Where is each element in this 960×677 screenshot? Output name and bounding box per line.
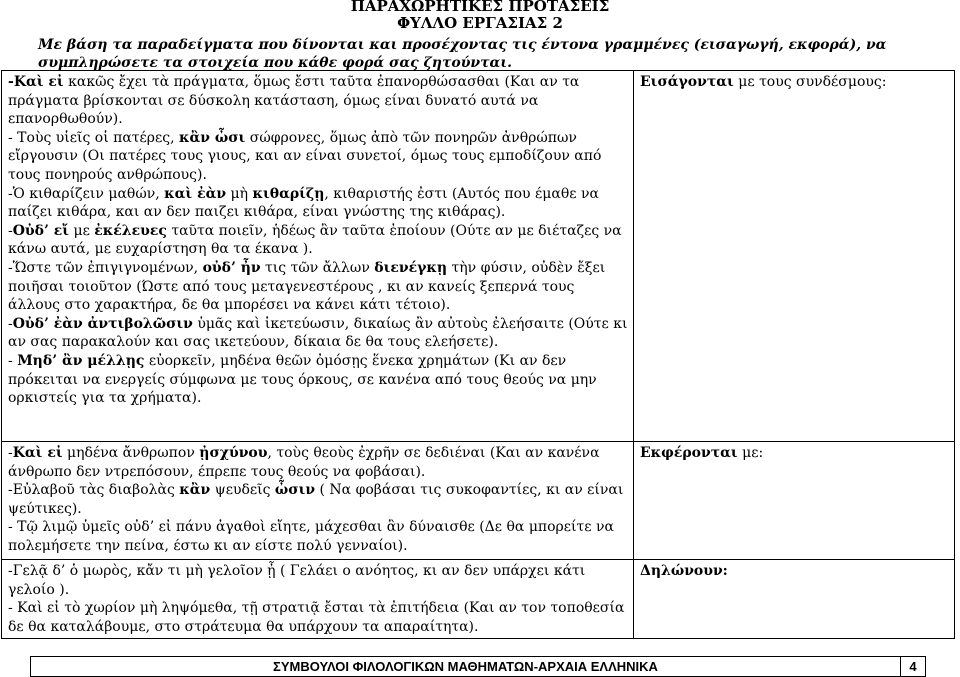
section-row-introduction	[2, 71, 955, 442]
highlighted-phrase: Οὐδ’ εἴ	[12, 222, 70, 239]
sentence-text: ψευδεῖς	[210, 482, 275, 499]
example-sentence	[8, 518, 628, 555]
highlighted-phrase: ἐκέλευες	[94, 222, 167, 239]
footer-bar	[30, 656, 926, 677]
sentence-text: σώφρονες, ὅμως ἀπὸ τῶν πονηρῶν ἀνθρώπων εἴργουσιν (Οι πατέρες τους γιους, και αν είναι συνετοί, όμως τους εμποδίζουν από τους πονηρούς ανθρώπους).	[8, 129, 602, 183]
sentence-text: ὑμᾶς καὶ ἱκετεύωσιν, δικαίως ἂν αὐτοὺς ἐλεήσαιτε (Ούτε κι αν σας παρακαλούν και σας ικετεύουν, δίκαια δε θα τους ελεήσετε).	[8, 315, 628, 351]
example-sentence	[8, 129, 628, 185]
sentence-text: - Τῷ λιμῷ ὑμεῖς οὐδ’ εἰ πάνυ ἀγαθοὶ εἴητε, μάχεσθαι ἂν δύναισθε (Δε θα μπορείτε να πολεμήσετε την πείνα, έστω κι αν είστε πολύ γενναίοι).	[8, 519, 614, 554]
footer-text: ΣΥΜΒΟΥΛΟΙ ΦΙΛΟΛΟΓΙΚΩΝ ΜΑΘΗΜΑΤΩΝ-ΑΡΧΑΙΑ ΕΛΛΗΝΙΚΑ	[273, 659, 658, 674]
section-row-form	[2, 442, 955, 560]
highlighted-phrase: -	[8, 74, 14, 90]
answer-label-rest: με:	[737, 445, 764, 461]
highlighted-phrase: Οὐδ’ ἐὰν ἀντιβολῶσιν	[12, 315, 193, 332]
answer-label: Εκφέρονται	[640, 445, 738, 461]
sentence-text: ταῦτα ποιεῖν, ἡδέως ἂν ταῦτα ἐποίουν (Ούτε αν με διέταζες να κάνω αυτά, με ευχαρίστηση θα τα έκανα ).	[8, 222, 622, 258]
example-sentence	[8, 481, 628, 518]
sentence-text: εὐορκεῖν, μηδένα θεῶν ὀμόσῃς ἕνεκα χρημάτων (Κι αν δεν πρόκειται να ενεργείς σύμφωνα με τους όρκους, σε κανένα από τους θεούς να μην ορκιστείς για τα χρήματα).	[8, 352, 597, 407]
example-sentence	[8, 562, 628, 599]
highlighted-phrase: κἂν ὦσι	[179, 129, 246, 146]
highlighted-phrase: ὦσιν	[274, 482, 316, 499]
example-sentence	[8, 259, 628, 315]
highlighted-phrase: ᾐσχύνου	[199, 445, 268, 461]
sentence-text: τις τῶν ἄλλων	[260, 259, 375, 276]
highlighted-phrase: Μηδ’ ἂν μέλλῃς	[17, 352, 145, 369]
example-sentence	[8, 185, 628, 222]
page-title: ΠΑΡΑΧΩΡΗΤΙΚΕΣ ΠΡΟΤΑΣΕΙΣ	[350, 0, 610, 15]
example-sentence	[8, 73, 628, 129]
answer-label: Δηλώνουν:	[640, 563, 728, 579]
answer-label: Εισάγονται	[640, 74, 734, 90]
example-sentence	[8, 352, 628, 408]
instructions: Με βάση τα παραδείγματα που δίνονται και προσέχοντας τις έντονα γραμμένες (εισαγωγή, εκφορά), να συμπληρώσετε τα στοιχεία που κάθε φορά σας ζητούνται.	[38, 37, 887, 71]
sentence-text: , τοὺς θεοὺς ἐχρῆν σε δεδιέναι (Και αν κανένα άνθρωπο δεν ντρεπόσουν, έπρεπε τους θεούς να φοβάσαι).	[8, 445, 600, 480]
sentence-text: κακῶς ἔχει τὰ πράγματα, ὅμως ἔστι ταῦτα ἐπανορθώσασθαι (Και αν τα πράγματα βρίσκονται σε δύσκολη κατάσταση, όμως είναι δυνατό αυτά να επανορθωθούν).	[8, 74, 580, 128]
sentence-text: - Τοὺς υἱεῖς οἱ πατέρες,	[8, 129, 180, 146]
examples-cell	[2, 442, 634, 560]
examples-cell	[2, 71, 634, 442]
sentence-text: -Γελᾷ δ’ ὁ μωρὸς, κἄν τι μὴ γελοῖον ᾖ ( Γελάει ο ανόητος, κι αν δεν υπάρχει κάτι γελοίο ).	[8, 563, 586, 598]
sentence-text: -	[8, 352, 18, 369]
section-row-meaning	[2, 560, 955, 639]
examples-cell	[2, 560, 634, 639]
sentence-text: -Ὁ κιθαρίζειν μαθών,	[8, 185, 165, 202]
sentence-text: -	[8, 222, 13, 239]
example-sentence	[8, 222, 628, 259]
page-number: 4	[900, 657, 925, 676]
answer-label-rest: με τους συνδέσμους:	[733, 74, 887, 90]
example-sentence	[8, 444, 628, 481]
example-sentence	[8, 315, 628, 352]
example-sentence	[8, 599, 628, 636]
highlighted-phrase: διενέγκῃ	[374, 259, 448, 276]
answer-cell-introduction[interactable]	[634, 71, 955, 442]
answer-cell-form[interactable]	[634, 442, 955, 560]
highlighted-phrase: Καὶ εἰ	[13, 74, 64, 90]
highlighted-phrase: καὶ ἐὰν	[164, 185, 227, 202]
sentence-text: μηδένα ἄνθρωπον	[62, 445, 200, 461]
sentence-text: τὴν φύσιν, οὐδὲν ἔξει ποιῆσαι τοιοῦτον (Ώστε από τους μεταγενεστέρους , κι αν κανείς ξεπερνά τους άλλους στο χαρακτήρα, δε θα μπορέσει να κάνει κάτι τέτοιο).	[8, 259, 606, 314]
sentence-text: -	[8, 315, 13, 332]
sentence-text: -	[8, 445, 13, 461]
exercise-table	[1, 70, 955, 639]
sentence-text: ( Να φοβάσαι τις συκοφαντίες, κι αν είναι ψεύτικες).	[8, 482, 624, 517]
highlighted-phrase: κιθαρίζῃ	[252, 185, 325, 202]
worksheet-subtitle: ΦΥΛΛΟ ΕΡΓΑΣΙΑΣ 2	[397, 14, 563, 32]
sentence-text: -Εὐλαβοῦ τὰς διαβολὰς	[8, 482, 180, 499]
answer-cell-meaning[interactable]	[634, 560, 955, 639]
sentence-text: με	[69, 222, 95, 239]
sentence-text: -Ὥστε τῶν ἐπιγιγνομένων,	[8, 259, 203, 276]
highlighted-phrase: κἂν	[179, 482, 211, 499]
highlighted-phrase: οὐδ’ ἦν	[202, 259, 261, 276]
sentence-text: - Καὶ εἰ τὸ χωρίον μὴ ληψόμεθα, τῇ στρατιᾷ ἔσται τὰ ἐπιτήδεια (Και αν τον τοποθεσία δε θα καταλάβουμε, στο στράτευμα θα υπάρχουν τα απαραίτητα).	[8, 600, 625, 635]
sentence-text: μὴ	[226, 185, 253, 202]
sentence-text: , κιθαριστής ἐστι (Αυτός που έμαθε να παίζει κιθάρα, και αν δεν παιζει κιθάρα, είναι γνώστης της κιθάρας).	[8, 185, 599, 221]
highlighted-phrase: Καὶ εἰ	[12, 445, 63, 461]
